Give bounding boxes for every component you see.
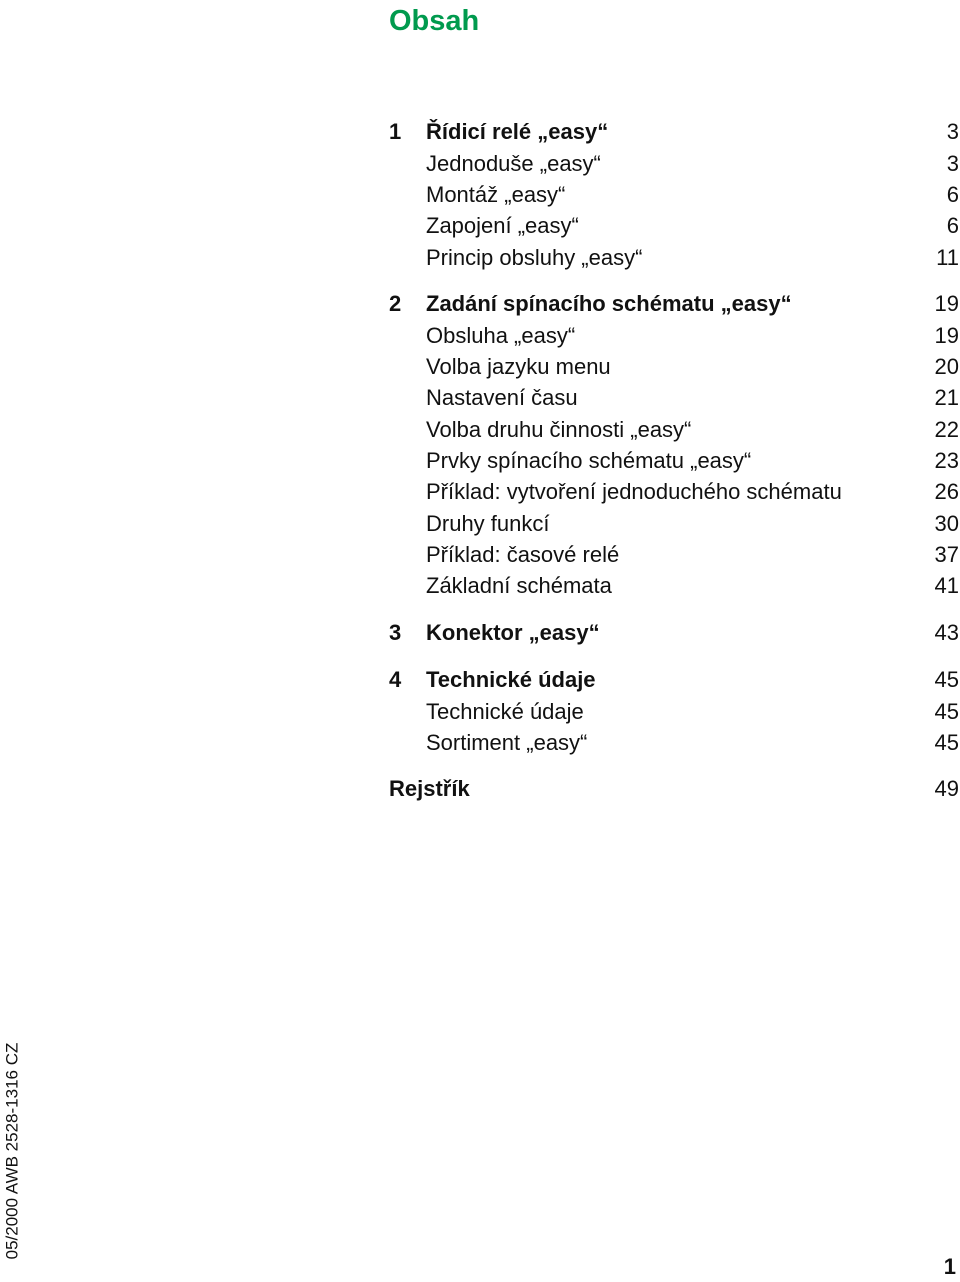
entry-label: Zapojení „easy“ <box>426 213 579 239</box>
entry-label: Nastavení času <box>426 385 578 411</box>
toc-index[interactable] <box>389 773 959 805</box>
toc-chapter-4[interactable] <box>389 664 959 696</box>
entry-label: Volba druhu činnosti „easy“ <box>426 416 692 442</box>
entry-page: 26 <box>934 479 959 505</box>
entry-page: 45 <box>934 729 959 755</box>
entry-label: Druhy funkcí <box>426 510 550 536</box>
entry-page: 11 <box>936 244 959 270</box>
index-page: 49 <box>934 776 959 802</box>
entry-page: 19 <box>934 322 959 348</box>
page-title: Obsah <box>389 5 480 37</box>
section-spacer <box>389 273 959 288</box>
section-spacer <box>389 649 959 664</box>
entry-label: Obsluha „easy“ <box>426 322 576 348</box>
chapter-page: 19 <box>934 291 959 317</box>
toc-entry[interactable] <box>389 508 959 539</box>
toc-entry[interactable] <box>389 477 959 508</box>
index-title: Rejstřík <box>389 776 470 802</box>
toc-chapter-2[interactable] <box>389 288 959 320</box>
entry-label: Technické údaje <box>426 698 584 724</box>
document-code <box>1 1020 23 1282</box>
table-of-contents <box>389 116 959 805</box>
entry-label: Jednoduše „easy“ <box>426 150 601 176</box>
toc-entry[interactable] <box>389 383 959 414</box>
entry-page: 23 <box>934 448 959 474</box>
toc-chapter-1[interactable] <box>389 116 959 148</box>
chapter-page: 45 <box>934 666 959 692</box>
page-number: 1 <box>943 1254 956 1279</box>
toc-entry[interactable] <box>389 211 959 242</box>
toc-entry[interactable] <box>389 148 959 179</box>
entry-page: 37 <box>934 541 959 567</box>
entry-label: Montáž „easy“ <box>426 181 566 207</box>
chapter-title: Zadání spínacího schématu „easy“ <box>426 291 792 317</box>
entry-label: Prvky spínacího schématu „easy“ <box>426 448 752 474</box>
chapter-page: 3 <box>946 119 959 144</box>
entry-page: 45 <box>934 698 959 724</box>
entry-page: 6 <box>946 213 959 239</box>
toc-entry[interactable] <box>389 242 959 273</box>
toc-entry[interactable] <box>389 179 959 210</box>
chapter-title: Technické údaje <box>426 666 596 692</box>
entry-page: 21 <box>934 385 959 411</box>
entry-page: 3 <box>946 150 959 176</box>
toc-entry[interactable] <box>389 727 959 758</box>
toc-entry[interactable] <box>389 571 959 602</box>
chapter-number: 1 <box>389 119 402 144</box>
document-code-text: 05/2000 AWB 2528-1316 CZ <box>2 1042 22 1260</box>
chapter-number: 4 <box>389 666 402 692</box>
entry-label: Volba jazyku menu <box>426 354 611 380</box>
entry-page: 30 <box>934 510 959 536</box>
section-spacer <box>389 602 959 617</box>
entry-label: Princip obsluhy „easy“ <box>426 244 643 270</box>
entry-label: Sortiment „easy“ <box>426 729 588 755</box>
chapter-number: 2 <box>389 291 402 317</box>
chapter-number: 3 <box>389 619 402 645</box>
chapter-page: 43 <box>934 619 959 645</box>
chapter-title: Řídicí relé „easy“ <box>426 119 609 144</box>
entry-label: Příklad: vytvoření jednoduchého schématu <box>426 479 842 505</box>
toc-entry[interactable] <box>389 320 959 351</box>
entry-label: Základní schémata <box>426 573 612 599</box>
section-spacer <box>389 758 959 773</box>
toc-entry[interactable] <box>389 539 959 570</box>
toc-entry[interactable] <box>389 351 959 382</box>
toc-entry[interactable] <box>389 696 959 727</box>
toc-entry[interactable] <box>389 445 959 476</box>
entry-page: 6 <box>946 181 959 207</box>
entry-page: 41 <box>934 573 959 599</box>
toc-entry[interactable] <box>389 414 959 445</box>
toc-chapter-3[interactable] <box>389 617 959 649</box>
chapter-title: Konektor „easy“ <box>426 619 600 645</box>
entry-page: 22 <box>934 416 959 442</box>
entry-page: 20 <box>934 354 959 380</box>
entry-label: Příklad: časové relé <box>426 541 620 567</box>
